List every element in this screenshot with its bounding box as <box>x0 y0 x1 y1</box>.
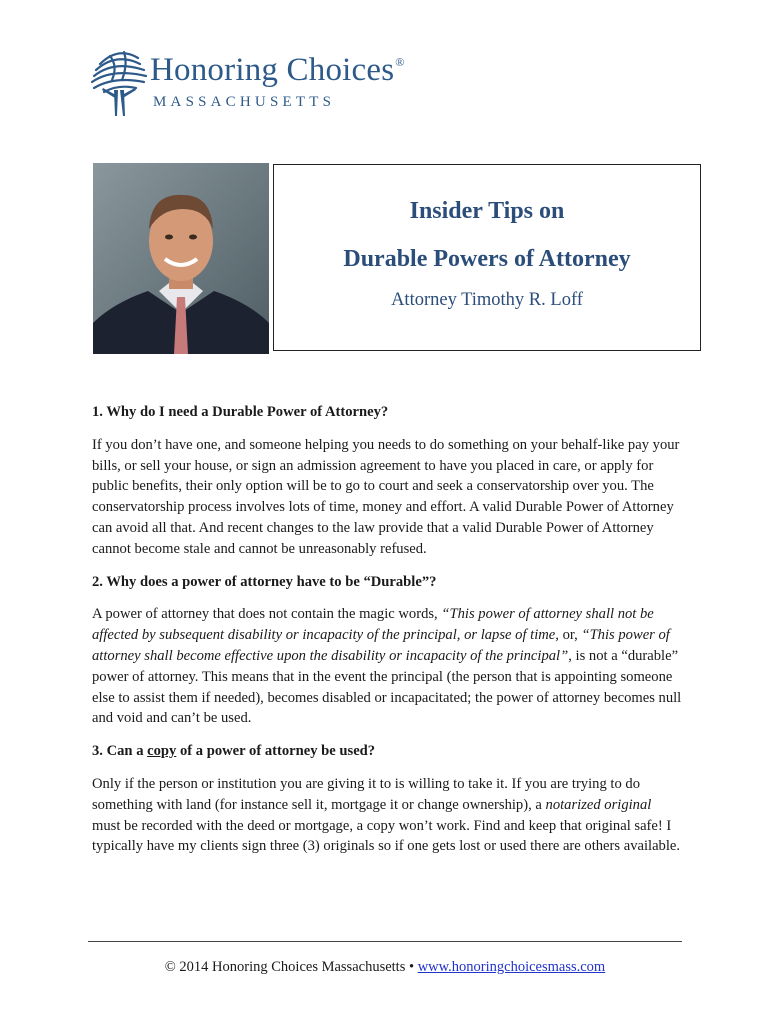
answer-2-paragraph: A power of attorney that does not contain the magic words, “This power of attorney shall not be affected by subsequent disability or incapacity of the principal, or lapse of time, or, “This power of attorney shall become effective upon the disability or incapacity of the principal”, is not a “durable” power of attorney. This means that in the event the principal (the person that is appointing someone else to assist them if needed), becomes disabled or incapacitated; the power of attorney becomes null and void and can’t be used. <box>92 606 682 727</box>
author-name: Attorney Timothy R. Loff <box>391 290 583 310</box>
logo-name: Honoring Choices® <box>150 52 405 88</box>
footer-copyright: © 2014 Honoring Choices Massachusetts • <box>164 959 418 975</box>
quoted-clause-1: “This power of attorney shall not be affected by subsequent disability or incapacity of the principal, or lapse of time, <box>92 606 654 644</box>
title-line-1: Insider Tips on <box>409 198 565 224</box>
title-line-2: Durable Powers of Attorney <box>343 246 631 272</box>
honoring-choices-logo <box>88 44 428 122</box>
footer-website-link[interactable]: www.honoringchoicesmass.com <box>417 959 606 975</box>
author-photo <box>93 163 269 354</box>
document-body <box>92 402 682 869</box>
footer-divider <box>88 941 682 942</box>
question-3-heading: 3. Can a copy of a power of attorney be used? <box>92 743 376 760</box>
question-1-heading: 1. Why do I need a Durable Power of Attorney? <box>92 404 389 420</box>
title-box <box>273 164 701 351</box>
underlined-word: copy <box>147 743 177 760</box>
emphasized-phrase: notarized original <box>545 796 652 813</box>
logo-state: MASSACHUSETTS <box>153 94 336 110</box>
registered-mark: ® <box>395 55 405 69</box>
answer-1-paragraph: If you don’t have one, and someone helping you needs to do something on your behalf-like pay your bills, or sell your house, or sign an admission agreement to have you placed in care, or apply for public benefits, their only option will be to go to court and seek a conservatorship over you. The conservatorship process involves lots of time, money and effort. A valid Durable Power of Attorney can avoid all that. And recent changes to the law provide that a valid Durable Power of Attorney cannot become stale and cannot be unreasonably refused. <box>92 436 680 557</box>
quoted-clause-2: “This power of attorney shall become effective upon the disability or incapacity of the principal” <box>92 627 670 664</box>
logo-tree-icon <box>88 44 150 118</box>
question-2-heading: 2. Why does a power of attorney have to be “Durable”? <box>92 573 437 590</box>
footer <box>88 959 682 976</box>
answer-3-paragraph: Only if the person or institution you are giving it to is willing to take it. If you are trying to do something with land (for instance sell it, mortgage it or change ownership), a notarized original must be recorded with the deed or mortgage, a copy won’t work. Find and keep that original safe! I typically have my clients sign three (3) originals so if one gets lost or used there are others available. <box>92 775 681 855</box>
